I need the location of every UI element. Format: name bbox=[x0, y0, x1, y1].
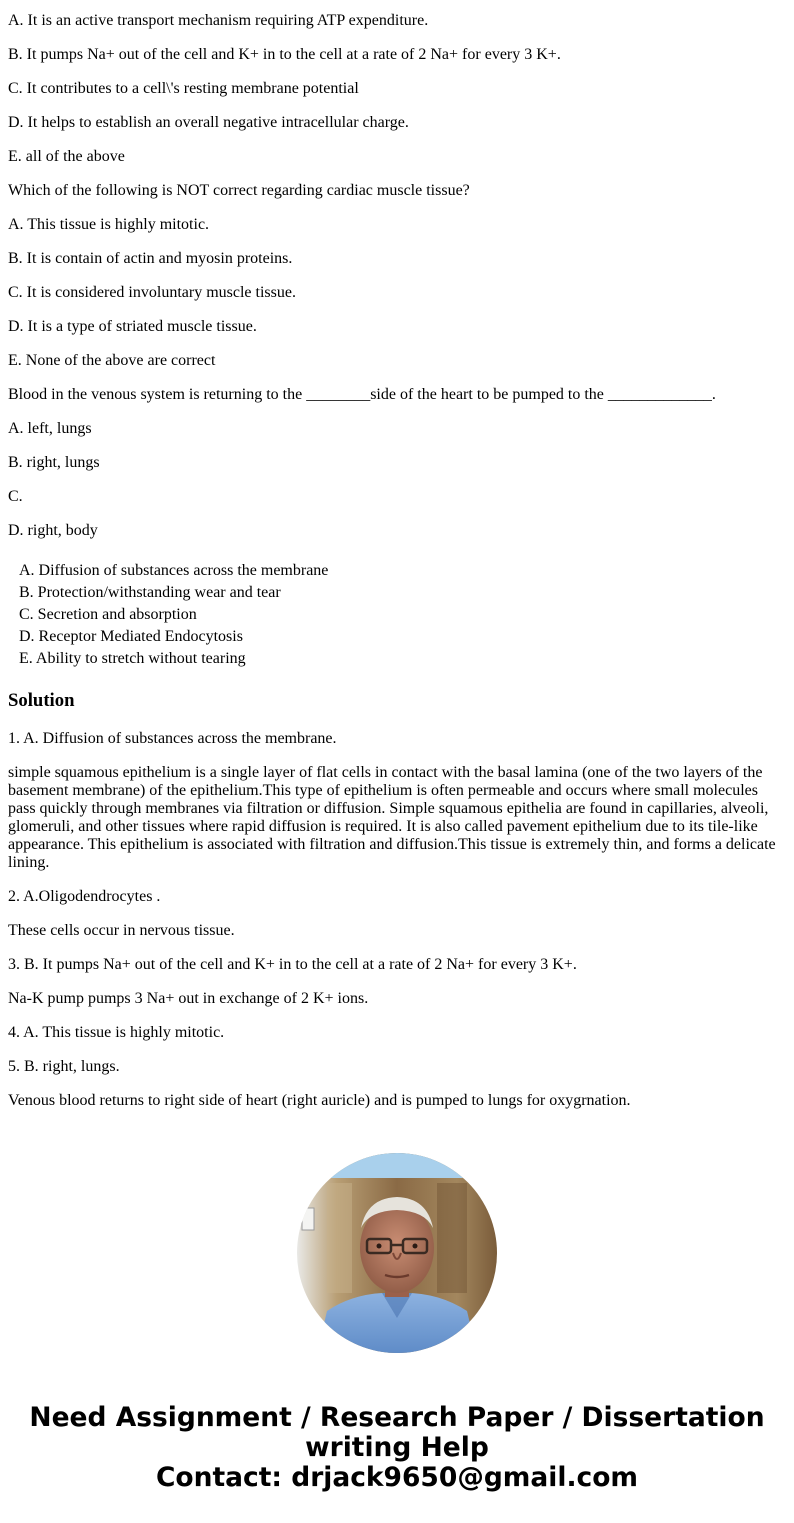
solution-explanation-1: simple squamous epithelium is a single layer of flat cells in contact with the basal lamina (one of the two layers of the basement membrane) of the epithelium.This type of epithelium is often permeable and occurs where small molecules pass quickly through membranes via filtration or diffusion. Simple squamous epithelia are found in capillaries, alveoli, glomeruli, and other tissues where rapid diffusion is required. It is also called pavement epithelium due to its tile-like appearance. This epithelium is associated with filtration and diffusion.This tissue is extremely thin, and forms a delicate lining. bbox=[8, 764, 776, 871]
q2-option-c: C. It is considered involuntary muscle tissue. bbox=[8, 284, 296, 301]
q2-question: Which of the following is NOT correct regarding cardiac muscle tissue? bbox=[8, 182, 470, 199]
q3-option-c: C. bbox=[8, 488, 23, 505]
q3-option-b: B. right, lungs bbox=[8, 454, 100, 471]
q4-option-d: D. Receptor Mediated Endocytosis bbox=[19, 628, 243, 645]
solution-answer-5: 5. B. right, lungs. bbox=[8, 1058, 120, 1075]
q4-option-a: A. Diffusion of substances across the membrane bbox=[19, 562, 329, 579]
q3-option-d: D. right, body bbox=[8, 522, 98, 539]
author-avatar bbox=[297, 1153, 497, 1353]
q1-option-b: B. It pumps Na+ out of the cell and K+ in to the cell at a rate of 2 Na+ for every 3 K+. bbox=[8, 46, 561, 63]
solution-explanation-3: Na-K pump pumps 3 Na+ out in exchange of 2 K+ ions. bbox=[8, 990, 369, 1007]
q2-option-e: E. None of the above are correct bbox=[8, 352, 216, 369]
q3-question: Blood in the venous system is returning to the ________side of the heart to be pumped to the _____________. bbox=[8, 386, 716, 403]
solution-explanation-2: These cells occur in nervous tissue. bbox=[8, 922, 235, 939]
banner-line-1: Need Assignment / Research Paper / Dissertation bbox=[29, 1402, 765, 1433]
assignment-help-banner bbox=[0, 1403, 794, 1493]
q1-option-a: A. It is an active transport mechanism requiring ATP expenditure. bbox=[8, 12, 429, 29]
q4-option-c: C. Secretion and absorption bbox=[19, 606, 197, 623]
solution-answer-1: 1. A. Diffusion of substances across the membrane. bbox=[8, 730, 337, 747]
q3-option-a: A. left, lungs bbox=[8, 420, 92, 437]
q4-option-e: E. Ability to stretch without tearing bbox=[19, 650, 246, 667]
solution-heading: Solution bbox=[8, 690, 75, 711]
banner-line-2: writing Help bbox=[305, 1432, 489, 1463]
solution-answer-2: 2. A.Oligodendrocytes . bbox=[8, 888, 161, 905]
q4-options-list bbox=[19, 560, 784, 670]
q4-option-b: B. Protection/withstanding wear and tear bbox=[19, 584, 281, 601]
q1-option-e: E. all of the above bbox=[8, 148, 125, 165]
q1-option-d: D. It helps to establish an overall negative intracellular charge. bbox=[8, 114, 409, 131]
document-body bbox=[8, 12, 784, 1126]
q1-option-c: C. It contributes to a cell\'s resting membrane potential bbox=[8, 80, 359, 97]
solution-answer-4: 4. A. This tissue is highly mitotic. bbox=[8, 1024, 225, 1041]
solution-answer-3: 3. B. It pumps Na+ out of the cell and K+ in to the cell at a rate of 2 Na+ for every 3 K+. bbox=[8, 956, 577, 973]
q2-option-d: D. It is a type of striated muscle tissue. bbox=[8, 318, 257, 335]
author-avatar-illustration bbox=[297, 1153, 497, 1353]
banner-contact-line[interactable]: Contact: drjack9650@gmail.com bbox=[155, 1462, 639, 1493]
solution-explanation-5: Venous blood returns to right side of heart (right auricle) and is pumped to lungs for oxygrnation. bbox=[8, 1092, 631, 1109]
q2-option-a: A. This tissue is highly mitotic. bbox=[8, 216, 210, 233]
q2-option-b: B. It is contain of actin and myosin proteins. bbox=[8, 250, 293, 267]
